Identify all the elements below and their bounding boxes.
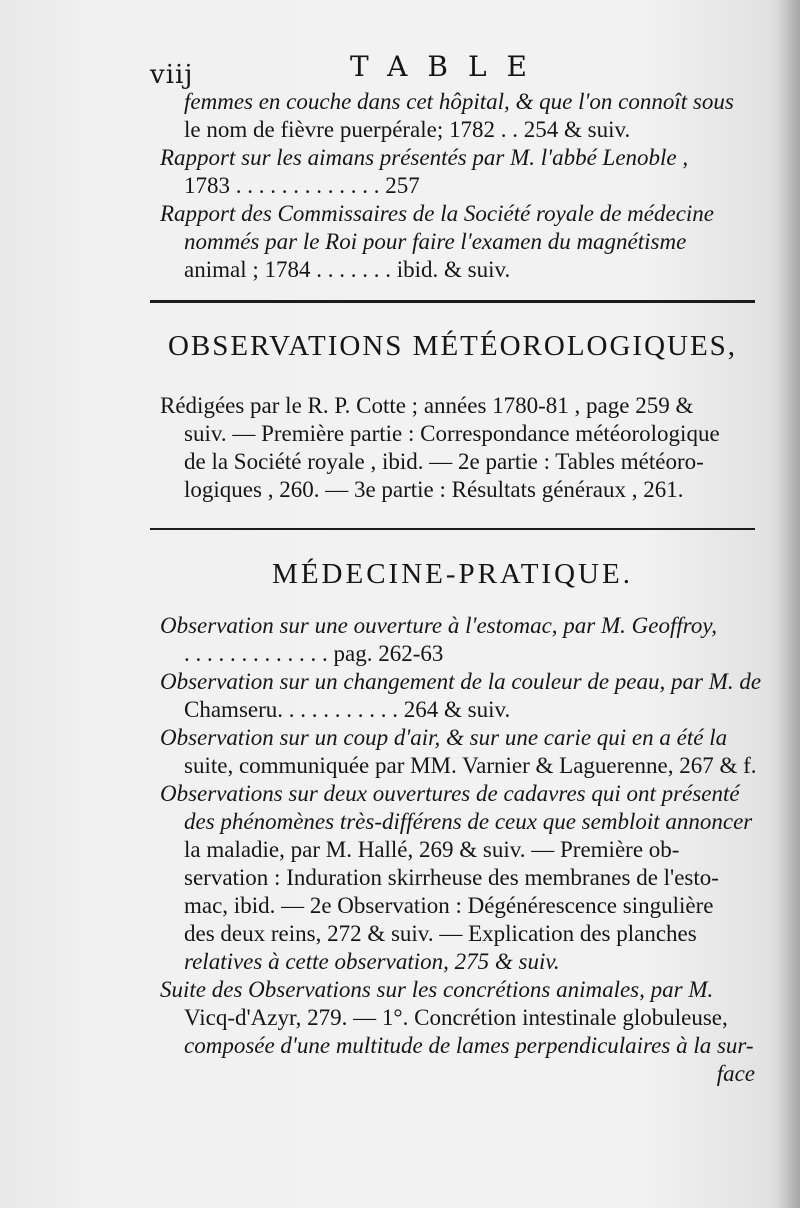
entry-line: Rapport sur les aimans présentés par M. l'abbé Lenoble , [160, 145, 689, 170]
entry-line: de la Société royale , ibid. — 2e partie : Tables météoro- [184, 449, 704, 474]
toc-entry [160, 724, 755, 780]
section-title-medicine: MÉDECINE-PRATIQUE. [272, 558, 633, 590]
entry-line: Vicq-d'Azyr, 279. — 1°. Concrétion intestinale globuleuse, [184, 1005, 728, 1030]
entry-line: relatives à cette observation, 275 & suiv. [184, 949, 560, 974]
entry-line: Observation sur une ouverture à l'estomac, par M. Geoffroy, [160, 613, 718, 638]
page-gutter-shadow [778, 0, 800, 1208]
entry-line: 1783 . . . . . . . . . . . . . 257 [184, 173, 420, 198]
toc-entry [160, 780, 755, 976]
running-title: TABLE [350, 50, 547, 83]
entry-line: Suite des Observations sur les concrétions animales, par M. [160, 977, 714, 1002]
catchword: face [716, 1061, 755, 1086]
entry-line: Observation sur un coup d'air, & sur une carie qui en a été la [160, 725, 728, 750]
entry-line: animal ; 1784 . . . . . . . ibid. & suiv. [184, 257, 511, 282]
entry-line: suiv. — Première partie : Correspondance météorologique [184, 421, 720, 446]
toc-entry [160, 88, 755, 144]
entry-line: Chamseru. . . . . . . . . . . 264 & suiv. [184, 697, 511, 722]
entry-line: la maladie, par M. Hallé, 269 & suiv. — Première ob- [184, 837, 680, 862]
entry-line: le nom de fièvre puerpérale; 1782 . . 254 & suiv. [184, 117, 631, 142]
top-entries [160, 88, 755, 284]
medicine-entries [160, 612, 762, 1088]
page-header [150, 48, 760, 88]
entry-line: . . . . . . . . . . . . . pag. 262-63 [184, 641, 444, 666]
entry-line: des phénomènes très-différens de ceux que sembloit annoncer [184, 809, 753, 834]
entry-line: mac, ibid. — 2e Observation : Dégénérescence singulière [184, 893, 714, 918]
section-rule [150, 300, 755, 303]
meteorology-entry [160, 392, 755, 504]
toc-entry [160, 144, 755, 200]
entry-line: femmes en couche dans cet hôpital, & que l'on connoît sous [184, 89, 734, 114]
folio: viij [150, 60, 194, 90]
entry-line: Rédigées par le R. P. Cotte ; années 1780-81 , page 259 & [160, 393, 694, 418]
entry-line: servation : Induration skirrheuse des membranes de l'esto- [184, 865, 719, 890]
toc-entry [160, 976, 755, 1088]
entry-line: logiques , 260. — 3e partie : Résultats généraux , 261. [184, 477, 684, 502]
section-rule [150, 528, 755, 530]
section-title-meteorology: OBSERVATIONS MÉTÉOROLOGIQUES, [167, 330, 738, 362]
toc-entry [160, 612, 755, 668]
entry-line: des deux reins, 272 & suiv. — Explication des planches [184, 921, 697, 946]
entry-line: suite, communiquée par MM. Varnier & Laguerenne, 267 & f. [184, 753, 757, 778]
entry-line: Observation sur un changement de la couleur de peau, par M. de [160, 669, 762, 694]
entry-line: Rapport des Commissaires de la Société royale de médecine [160, 201, 714, 226]
entry-line: Observations sur deux ouvertures de cadavres qui ont présenté [160, 781, 740, 806]
entry-line: composée d'une multitude de lames perpendiculaires à la sur- [184, 1033, 754, 1058]
entry-line: nommés par le Roi pour faire l'examen du magnétisme [184, 229, 687, 254]
toc-entry [160, 200, 755, 284]
toc-entry [160, 668, 762, 724]
